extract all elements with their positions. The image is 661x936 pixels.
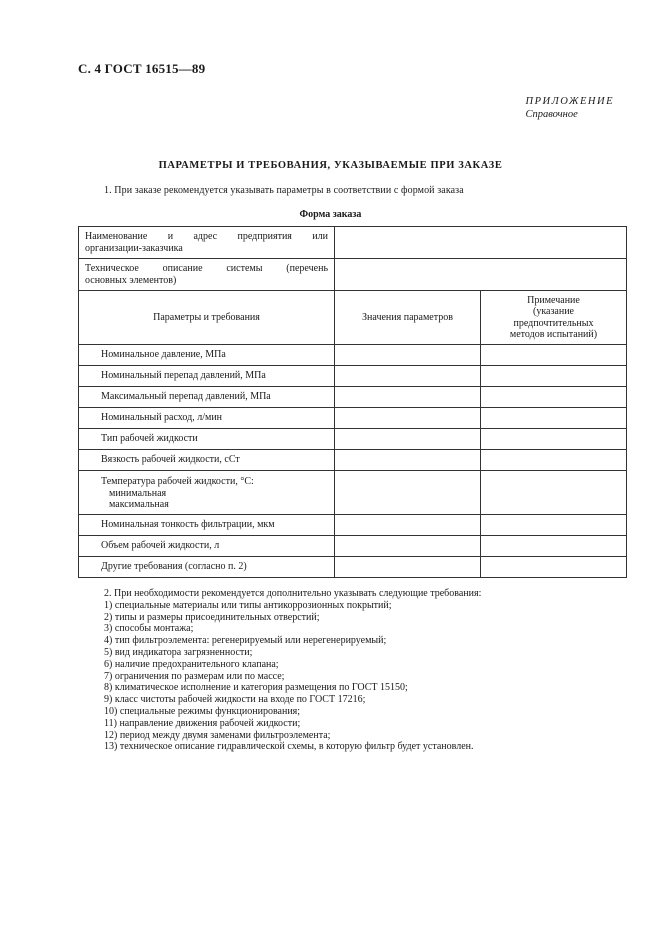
value-cell[interactable] <box>335 387 481 408</box>
list-item: 4) тип фильтроэлемента: регенерируемый или нерегенерируемый; <box>104 635 387 647</box>
note-cell[interactable] <box>481 429 627 450</box>
requirements-list <box>104 600 481 753</box>
requirements-lead: 2. При необходимости рекомендуется дополнительно указывать следующие требования: <box>104 588 482 599</box>
value-cell[interactable] <box>335 471 481 515</box>
table-row <box>79 557 627 578</box>
note-cell[interactable] <box>481 515 627 536</box>
list-item: 9) класс чистоты рабочей жидкости на входе по ГОСТ 17216; <box>104 694 366 706</box>
value-cell[interactable] <box>335 450 481 471</box>
note-cell[interactable] <box>481 450 627 471</box>
order-form-table <box>78 226 627 578</box>
col-header-note-line2: (указание <box>532 306 574 317</box>
param-max-pressure-drop: Максимальный перепад давлений, МПа <box>79 387 335 408</box>
col-header-note-line1: Примечание <box>527 294 580 306</box>
section-title: ПАРАМЕТРЫ И ТРЕБОВАНИЯ, УКАЗЫВАЕМЫЕ ПРИ ЗАКАЗЕ <box>158 160 503 171</box>
list-item: 12) период между двумя заменами фильтроэлемента; <box>104 729 331 741</box>
list-item: 5) вид индикатора загрязненности; <box>104 646 253 658</box>
col-header-params: Параметры и требования <box>79 291 335 345</box>
customer-label-line1: Наименование и адрес предприятия или <box>85 231 328 242</box>
table-row <box>79 471 627 515</box>
customer-label <box>79 227 335 259</box>
table-row <box>79 366 627 387</box>
page-header: С. 4 ГОСТ 16515—89 <box>78 61 206 76</box>
appendix-label <box>526 95 615 121</box>
system-label <box>79 259 335 291</box>
table-row <box>79 429 627 450</box>
appendix-title: ПРИЛОЖЕНИЕ <box>525 96 614 107</box>
value-cell[interactable] <box>335 366 481 387</box>
param-fluid-temperature <box>79 471 335 515</box>
customer-value[interactable] <box>335 227 627 259</box>
customer-row <box>79 227 627 259</box>
col-header-note <box>481 291 627 345</box>
note-cell[interactable] <box>481 366 627 387</box>
table-row <box>79 536 627 557</box>
table-row <box>79 450 627 471</box>
param-nominal-pressure-drop: Номинальный перепад давлений, МПа <box>79 366 335 387</box>
param-temp-max: максимальная <box>109 499 169 510</box>
col-header-values: Значения параметров <box>335 291 481 345</box>
list-item: 2) типы и размеры присоединительных отверстий; <box>104 611 320 623</box>
note-cell[interactable] <box>481 345 627 366</box>
list-item: 10) специальные режимы функционирования; <box>104 705 301 717</box>
list-item: 7) ограничения по размерам или по массе; <box>104 670 285 682</box>
param-fluid-viscosity: Вязкость рабочей жидкости, сСт <box>79 450 335 471</box>
list-item: 13) техническое описание гидравлической схемы, в которую фильтр будет установлен. <box>104 741 474 753</box>
intro-paragraph: 1. При заказе рекомендуется указывать параметры в соответствии с формой заказа <box>104 185 464 196</box>
requirements-section <box>104 588 481 753</box>
param-other-requirements: Другие требования (согласно п. 2) <box>79 557 335 578</box>
list-item: 6) наличие предохранительного клапана; <box>104 658 279 670</box>
list-item: 11) направление движения рабочей жидкости; <box>104 717 301 729</box>
customer-label-line2: организации-заказчика <box>85 242 183 254</box>
param-nominal-pressure: Номинальное давление, МПа <box>79 345 335 366</box>
value-cell[interactable] <box>335 557 481 578</box>
note-cell[interactable] <box>481 408 627 429</box>
table-row <box>79 408 627 429</box>
param-filtration-fineness: Номинальная тонкость фильтрации, мкм <box>79 515 335 536</box>
col-header-note-line4: методов испытаний) <box>509 329 598 340</box>
value-cell[interactable] <box>335 515 481 536</box>
param-fluid-type: Тип рабочей жидкости <box>79 429 335 450</box>
columns-header-row <box>79 291 627 345</box>
note-cell[interactable] <box>481 471 627 515</box>
table-row <box>79 387 627 408</box>
value-cell[interactable] <box>335 408 481 429</box>
system-row <box>79 259 627 291</box>
value-cell[interactable] <box>335 536 481 557</box>
col-header-note-line3: предпочтительных <box>513 317 594 329</box>
param-fluid-volume: Объем рабочей жидкости, л <box>79 536 335 557</box>
param-nominal-flow: Номинальный расход, л/мин <box>79 408 335 429</box>
value-cell[interactable] <box>335 429 481 450</box>
note-cell[interactable] <box>481 536 627 557</box>
system-label-line2: основных элементов) <box>85 274 177 286</box>
param-temp-label: Температура рабочей жидкости, °С: <box>101 476 254 487</box>
system-value[interactable] <box>335 259 627 291</box>
table-row <box>79 515 627 536</box>
note-cell[interactable] <box>481 557 627 578</box>
note-cell[interactable] <box>481 387 627 408</box>
table-row <box>79 345 627 366</box>
list-item: 1) специальные материалы или типы антикоррозионных покрытий; <box>104 599 392 611</box>
system-label-line1: Техническое описание системы (перечень <box>85 263 328 274</box>
appendix-type: Справочное <box>525 109 578 120</box>
param-temp-min: минимальная <box>109 487 167 499</box>
form-title: Форма заказа <box>299 209 362 220</box>
value-cell[interactable] <box>335 345 481 366</box>
list-item: 8) климатическое исполнение и категория размещения по ГОСТ 15150; <box>104 682 408 694</box>
list-item: 3) способы монтажа; <box>104 623 194 635</box>
